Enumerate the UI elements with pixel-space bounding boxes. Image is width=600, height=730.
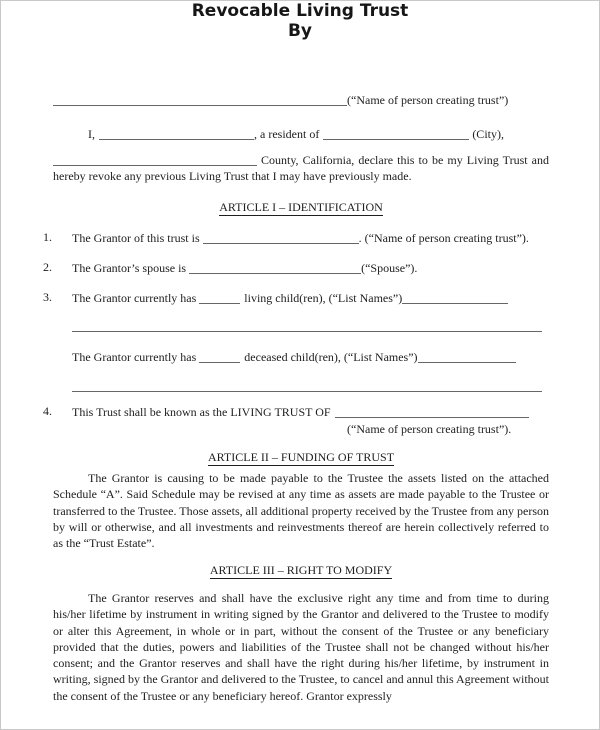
spouse-blank-field (189, 260, 361, 274)
item-3-number: 3. (43, 290, 52, 304)
living-children-names-blank-field (402, 290, 508, 304)
declaration-pre: I, (88, 127, 95, 141)
deceased-children-names-continuation-line (72, 391, 542, 392)
county-blank-field (53, 152, 257, 166)
article-3-heading: ARTICLE III – RIGHT TO MODIFY (209, 563, 393, 577)
item-2-post: (“Spouse”). (361, 261, 418, 275)
county-paragraph (53, 152, 549, 184)
item-3b-pre: The Grantor currently has (72, 350, 197, 364)
deceased-children-names-blank-field (418, 349, 516, 363)
living-children-count-blank-field (199, 290, 240, 304)
declaration-mid: , a resident of (254, 127, 320, 141)
item-4-number: 4. (43, 404, 52, 418)
grantor-name-row (53, 92, 549, 107)
declaration-post: (City), (472, 127, 504, 141)
declaration-row (53, 126, 549, 141)
article-3-paragraph: The Grantor reserves and shall have the exclusive right any time and from time to during his/her lifetime by instrument in writing signed by the Grantor and delivered to the Trustee to modify or alter this Agreement, in whole or in part, without the consent of the Trustee or any beneficiary provided that the duties, powers and liabilities of the Trustee shall not be changed without his/her consent; and the Grantor reserves and shall have the right during his/her lifetime, by instrument in writing, signed by the Grantor and delivered to the Trustee, to cancel and annul this Agreement without the consent of the Trustee or any beneficiary hereof. Grantor expressly (53, 591, 549, 703)
article-1-item-4 (43, 404, 549, 419)
grantor-name-blank-field (53, 92, 347, 106)
article-1-item-3 (43, 290, 549, 305)
article-1-item-2 (43, 260, 549, 275)
item-2-number: 2. (43, 260, 52, 274)
deceased-children-count-blank-field (199, 349, 240, 363)
title-line-1: Revocable Living Trust (191, 1, 409, 21)
item-2-pre: The Grantor’s spouse is (72, 261, 187, 275)
article-2-heading: ARTICLE II – FUNDING OF TRUST (207, 450, 395, 464)
declarant-name-blank-field (99, 126, 254, 140)
item-3-mid: living child(ren), (“List Names”) (244, 291, 403, 305)
article-2-paragraph: The Grantor is causing to be made payable to the Trustee the assets listed on the attached Schedule “A”. Said Schedule may be revised at any time as assets are made payable to the Trustee or transferred to the Trustee. Those assets, all additional property received by the Trustee from any person by will or otherwise, and all investments and reinvestments thereof are herein collectively referred to as the “Trust Estate”. (53, 471, 549, 551)
city-blank-field (323, 126, 469, 140)
living-children-names-continuation-line (72, 331, 542, 332)
item-1-number: 1. (43, 230, 52, 244)
county-paragraph-text: County, California, declare this to be my Living Trust and hereby revoke any previous Living Trust that I may have previously made. (53, 153, 549, 183)
grantor-name-caption: (“Name of person creating trust”) (347, 93, 509, 107)
item-1-pre: The Grantor of this trust is (72, 231, 200, 245)
title-line-2: By (287, 21, 313, 41)
article-1-item-3-deceased (72, 349, 549, 364)
item-3b-mid: deceased child(ren), (“List Names”) (244, 350, 418, 364)
item-1-post: . (“Name of person creating trust”). (358, 231, 529, 245)
item-4-pre: This Trust shall be known as the LIVING TRUST OF (72, 405, 331, 419)
item-4-caption: (“Name of person creating trust”). (347, 422, 512, 436)
grantor-blank-field (203, 230, 359, 244)
document-title (1, 1, 599, 41)
article-1-item-1 (43, 230, 549, 245)
item-3-pre: The Grantor currently has (72, 291, 197, 305)
trust-name-blank-field (335, 404, 529, 418)
article-1-heading: ARTICLE I – IDENTIFICATION (219, 200, 383, 214)
